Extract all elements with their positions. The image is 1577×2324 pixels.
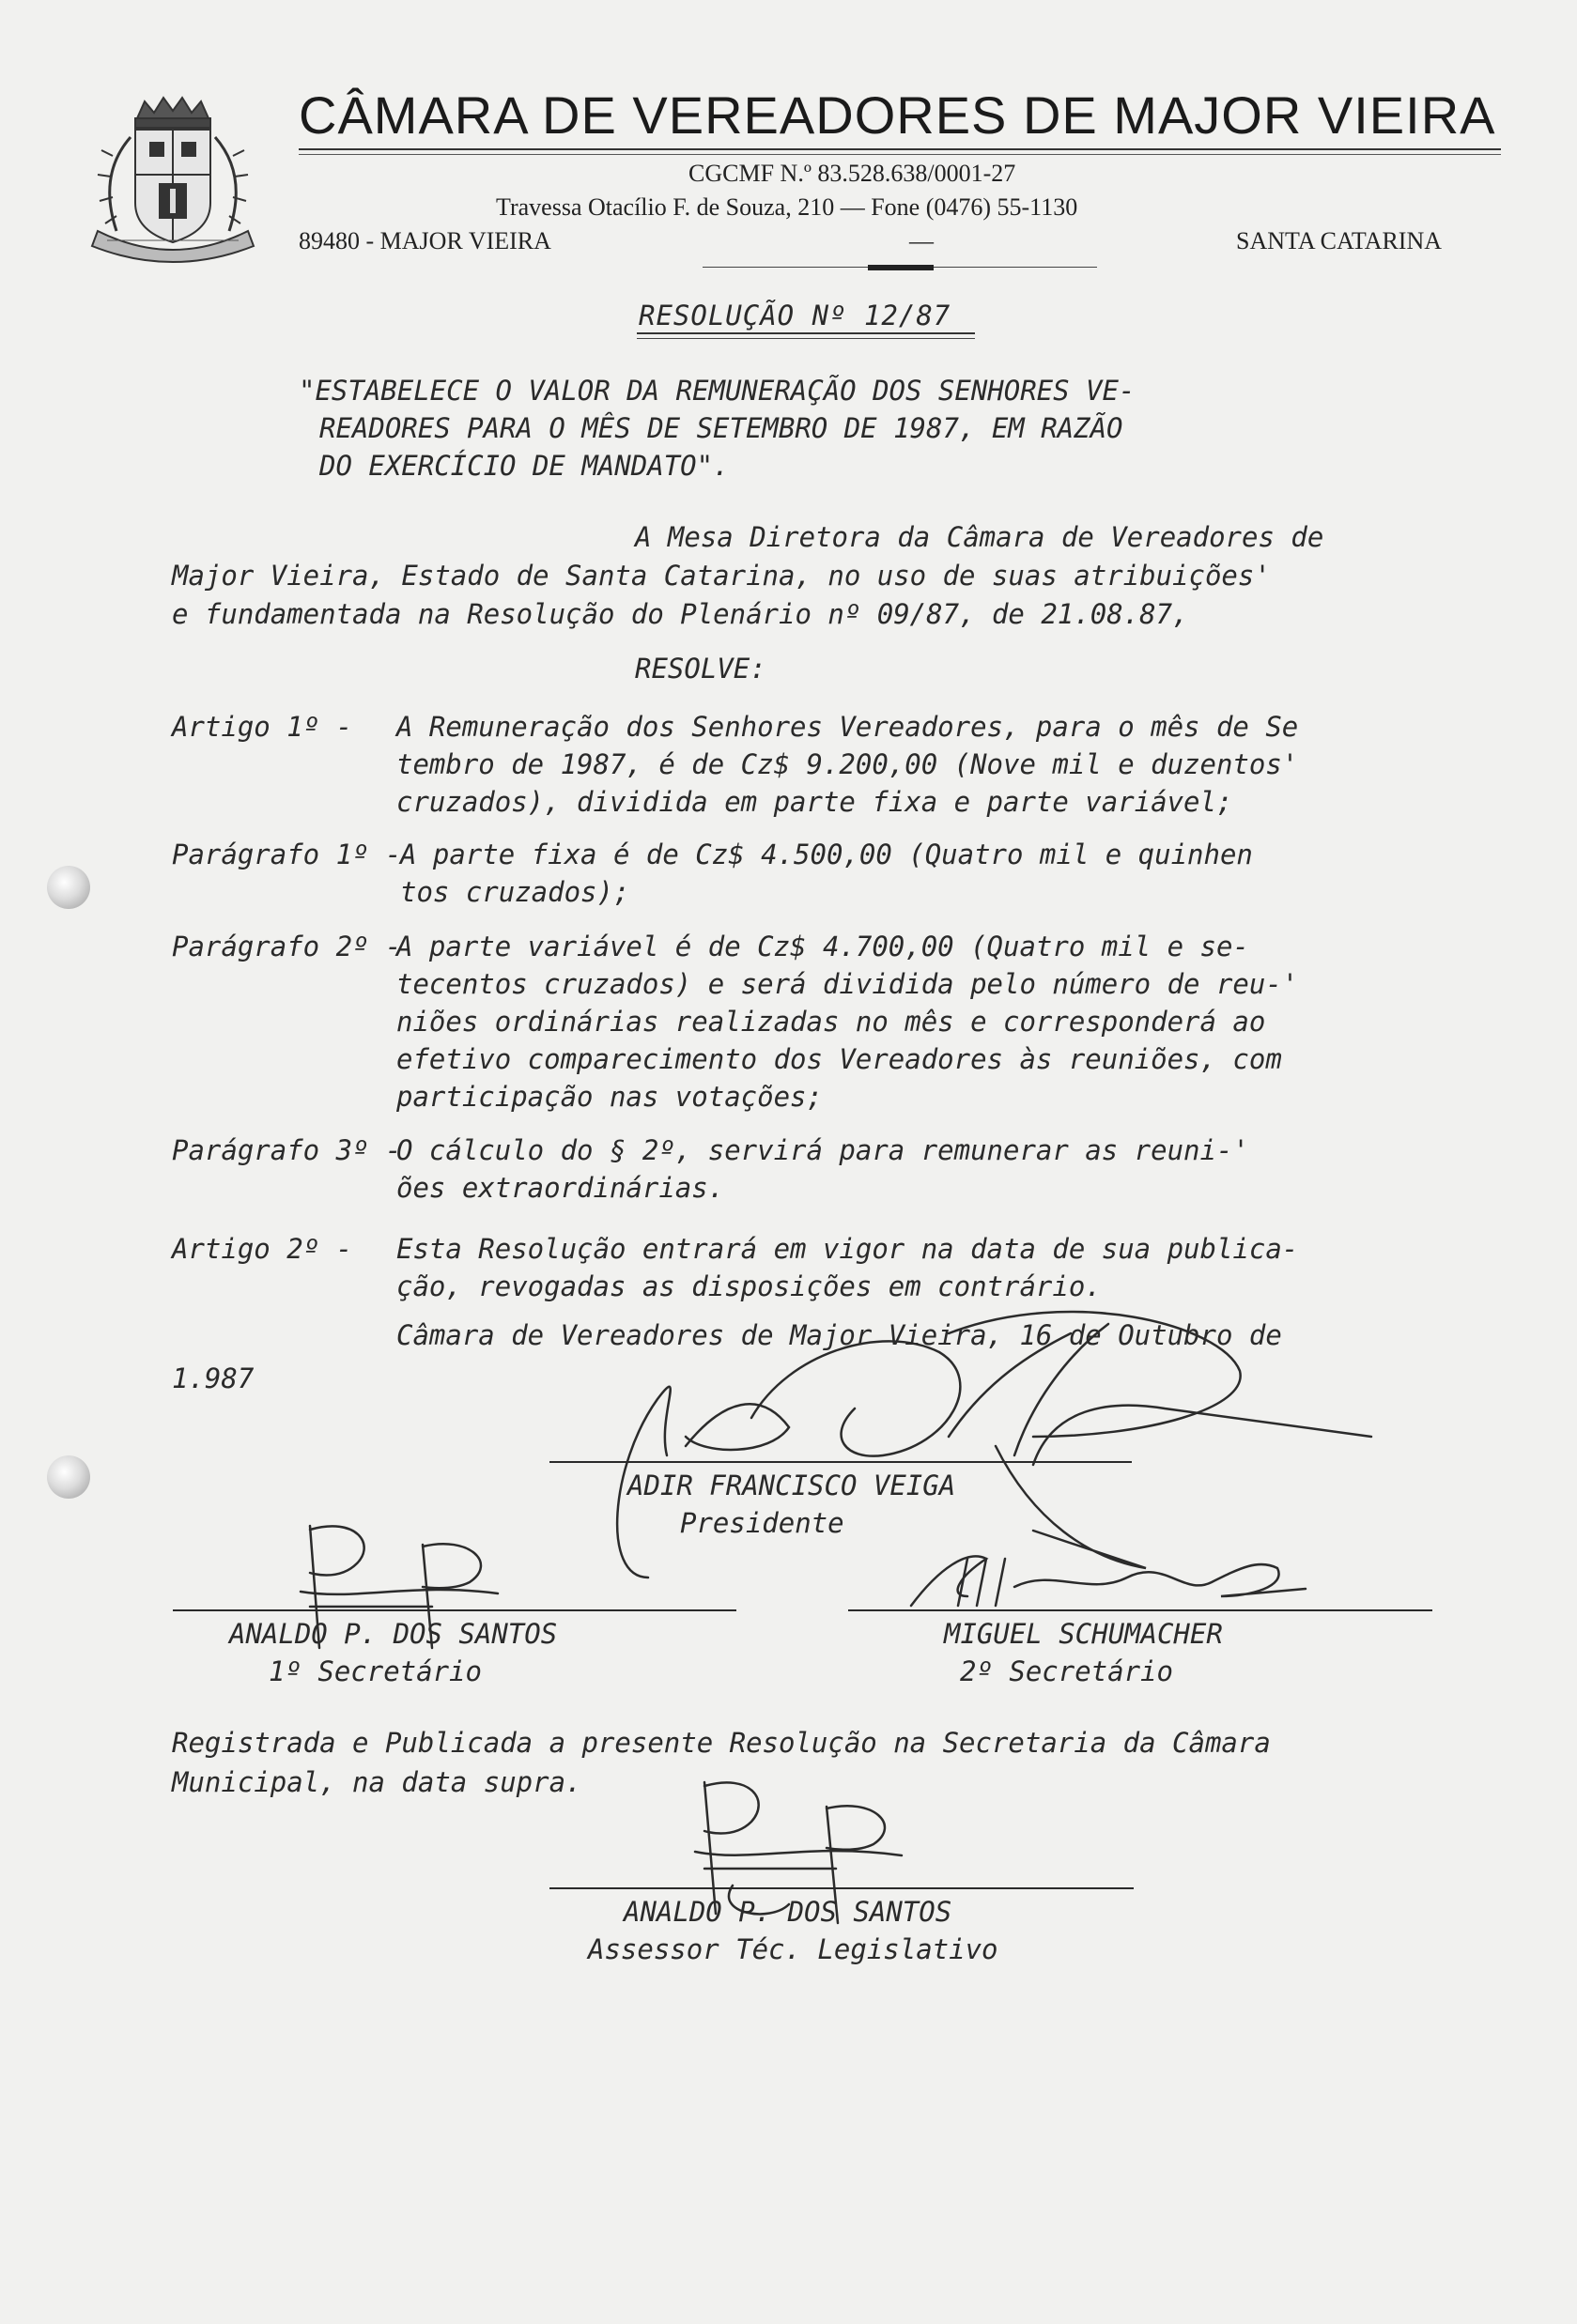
paragraph-label: Parágrafo 1º -	[172, 839, 402, 870]
paragraph-text	[396, 928, 1298, 1116]
first-secretary-signature-line	[173, 1609, 736, 1611]
assessor-name: ANALDO P. DOS SANTOS	[624, 1896, 952, 1928]
preamble-line: A Mesa Diretora da Câmara de Vereadores de	[635, 521, 1324, 553]
article-label: Artigo 1º -	[172, 711, 353, 743]
resolve-heading: RESOLVE:	[635, 653, 766, 685]
preamble-line: Major Vieira, Estado de Santa Catarina, no uso de suas atribuições'	[172, 560, 1271, 592]
paragraph-text	[400, 836, 1253, 911]
article-line: cruzados), dividida em parte fixa e parte variável;	[396, 786, 1233, 818]
second-secretary-name: MIGUEL SCHUMACHER	[944, 1618, 1223, 1650]
title-rule	[299, 148, 1501, 150]
paragraph-line: niões ordinárias realizadas no mês e corresponderá ao	[396, 1006, 1266, 1038]
second-secretary-signature	[902, 1531, 1334, 1615]
resolution-title-underline	[637, 332, 975, 334]
article-line: ção, revogadas as disposições em contrário.	[396, 1270, 1102, 1302]
article-text	[396, 708, 1298, 821]
first-secretary-role: 1º Secretário	[269, 1655, 482, 1687]
paragraph-line: efetivo comparecimento dos Vereadores às reuniões, com	[396, 1043, 1282, 1075]
assessor-role: Assessor Téc. Legislativo	[588, 1933, 998, 1965]
paragraph-line: A parte fixa é de Cz$ 4.500,00 (Quatro mil e quinhen	[400, 839, 1253, 870]
article-line: Esta Resolução entrará em vigor na data de sua publica-	[396, 1233, 1299, 1265]
date-year: 1.987	[172, 1362, 255, 1394]
punch-hole	[47, 866, 90, 909]
second-secretary-role: 2º Secretário	[960, 1655, 1173, 1687]
assessor-signature-line	[549, 1887, 1134, 1889]
state-name: SANTA CATARINA	[1236, 227, 1443, 254]
paragraph-line: A parte variável é de Cz$ 4.700,00 (Quatro mil e se-	[396, 931, 1249, 962]
ementa-line: READORES PARA O MÊS DE SETEMBRO DE 1987, EM RAZÃO	[319, 412, 1123, 444]
header-separator-mark	[868, 265, 934, 270]
registration-line: Registrada e Publicada a presente Resolução na Secretaria da Câmara	[172, 1727, 1271, 1759]
paragraph-line: tecentos cruzados) e será dividida pelo número de reu-'	[396, 968, 1299, 1000]
cgcmf-number: CGCMF N.º 83.528.638/0001-27	[688, 160, 1016, 187]
article-line: A Remuneração dos Senhores Vereadores, para o mês de Se	[396, 711, 1299, 743]
president-signature-line	[549, 1461, 1132, 1463]
coat-of-arms-logo	[79, 90, 267, 265]
paragraph-line: O cálculo do § 2º, servirá para remunerar as reuni-'	[396, 1134, 1249, 1166]
punch-hole	[47, 1455, 90, 1499]
title-rule-thin	[299, 154, 1501, 155]
registration-line: Municipal, na data supra.	[172, 1766, 582, 1798]
president-name: ADIR FRANCISCO VEIGA	[627, 1470, 956, 1501]
paragraph-label: Parágrafo 2º -	[172, 931, 402, 962]
ementa-line: DO EXERCÍCIO DE MANDATO".	[319, 450, 730, 482]
institution-title: CÂMARA DE VEREADORES DE MAJOR VIEIRA	[299, 85, 1496, 145]
cep-city: 89480 - MAJOR VIEIRA	[299, 227, 551, 254]
address-line: Travessa Otacílio F. de Souza, 210 — Fone (0476) 55-1130	[496, 193, 1078, 221]
president-role: Presidente	[680, 1507, 844, 1539]
paragraph-line: ões extraordinárias.	[396, 1172, 725, 1204]
article-line: tembro de 1987, é de Cz$ 9.200,00 (Nove mil e duzentos'	[396, 748, 1299, 780]
paragraph-text	[396, 1131, 1249, 1207]
paragraph-line: participação nas votações;	[396, 1081, 823, 1113]
article-label: Artigo 2º -	[172, 1233, 353, 1265]
header-dash: —	[909, 227, 934, 254]
second-secretary-signature-line	[848, 1609, 1432, 1611]
date-line: Câmara de Vereadores de Major Vieira, 16 de Outubro de	[396, 1319, 1282, 1351]
resolution-title: RESOLUÇÃO Nº 12/87	[639, 300, 951, 331]
paragraph-label: Parágrafo 3º -	[172, 1134, 402, 1166]
paragraph-line: tos cruzados);	[400, 876, 630, 908]
preamble-line: e fundamentada na Resolução do Plenário nº 09/87, de 21.08.87,	[172, 598, 1189, 630]
ementa-line: "ESTABELECE O VALOR DA REMUNERAÇÃO DOS SENHORES VE-	[299, 375, 1136, 407]
ementa	[299, 372, 1135, 485]
first-secretary-name: ANALDO P. DOS SANTOS	[229, 1618, 558, 1650]
article-text	[396, 1230, 1298, 1305]
resolution-title-underline-2	[637, 338, 975, 339]
